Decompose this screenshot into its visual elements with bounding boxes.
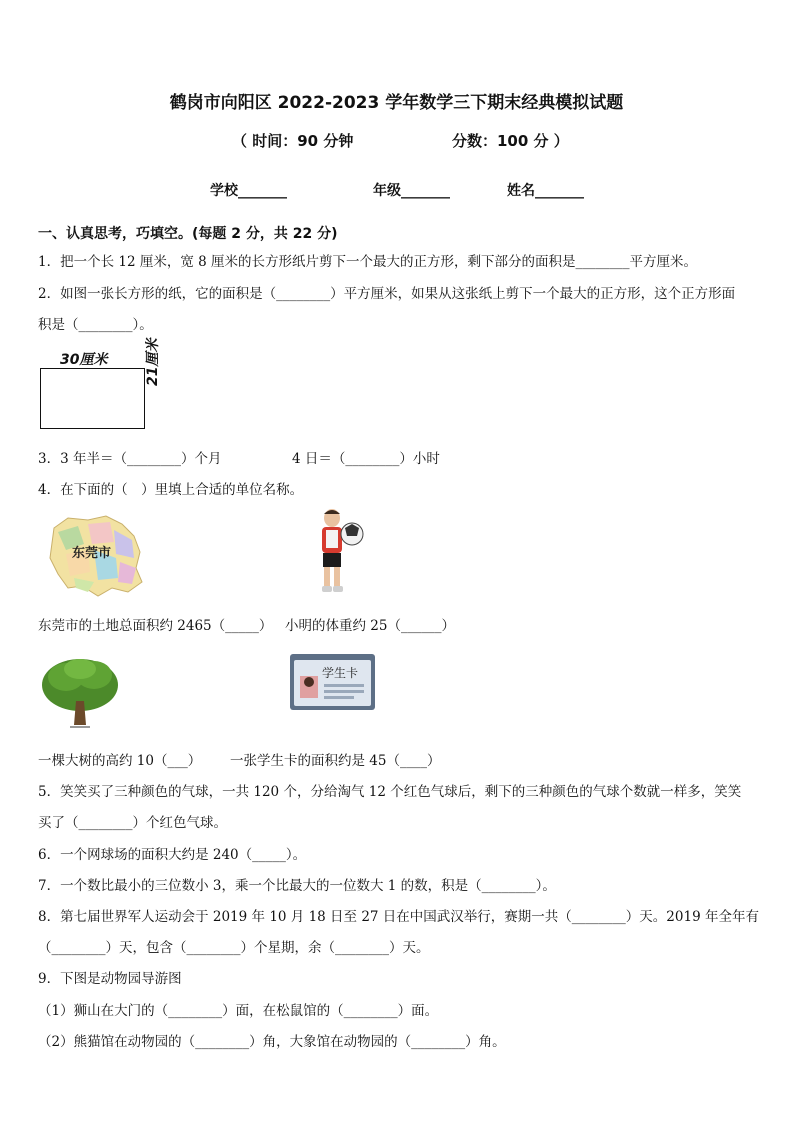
question-7: 7．一个数比最小的三位数小 3，乘一个比最大的一位数大 1 的数，积是（________）。 [38, 878, 556, 894]
caption-tree: 一棵大树的高约 10（___） [38, 753, 202, 769]
card-label: 学生卡 [322, 666, 359, 680]
question-3b: 4 日＝（________）小时 [292, 451, 440, 467]
question-2-line1: 2．如图一张长方形的纸，它的面积是（________）平方厘米，如果从这张纸上剪下一个最大的正方形，这个正方形面 [38, 286, 736, 302]
name-field: 姓名_______ [507, 183, 584, 199]
caption-map: 东莞市的土地总面积约 2465（_____） [38, 618, 273, 634]
caption-boy: 小明的体重约 25（______） [285, 618, 455, 634]
rectangle-height-label: 21厘米 [145, 338, 161, 386]
question-8-line2: （________）天，包含（________）个星期，余（________）天。 [38, 940, 430, 956]
page-title: 鹤岗市向阳区 2022-2023 学年数学三下期末经典模拟试题 [169, 93, 624, 113]
time-label: （ 时间：90 分钟 [232, 132, 354, 150]
question-4: 4．在下面的（ ）里填上合适的单位名称。 [38, 482, 304, 498]
caption-card: 一张学生卡的面积约是 45（____） [230, 753, 441, 769]
question-9: 9．下图是动物园导游图 [38, 971, 182, 987]
question-2-line2: 积是（________）。 [38, 317, 153, 333]
question-9-2: （2）熊猫馆在动物园的（________）角，大象馆在动物园的（________）角。 [38, 1034, 506, 1050]
boy-with-ball-image [312, 506, 368, 598]
question-8-line1: 8．第七届世界军人运动会于 2019 年 10 月 18 日至 27 日在中国武汉举行，赛期一共（________）天。2019 年全年有 [38, 909, 759, 925]
grade-field: 年级_______ [373, 183, 450, 199]
question-3a: 3．3 年半＝（________）个月 [38, 451, 222, 467]
question-1: 1．把一个长 12 厘米，宽 8 厘米的长方形纸片剪下一个最大的正方形，剩下部分的面积是________平方厘米。 [38, 254, 698, 270]
score-label: 分数：100 分 ） [452, 132, 569, 150]
dongguan-map-image [48, 514, 146, 598]
section-heading: 一、认真思考，巧填空。(每题 2 分，共 22 分) [38, 226, 338, 242]
map-label: 东莞市 [72, 546, 112, 561]
question-9-1: （1）狮山在大门的（________）面，在松鼠馆的（________）面。 [38, 1003, 439, 1019]
question-5-line1: 5．笑笑买了三种颜色的气球，一共 120 个，分给淘气 12 个红色气球后，剩下的三种颜色的气球个数就一样多，笑笑 [38, 784, 742, 800]
rectangle-width-label: 30厘米 [60, 352, 108, 368]
student-card-image [290, 654, 375, 710]
question-6: 6．一个网球场的面积大约是 240（_____）。 [38, 847, 307, 863]
tree-image [40, 655, 120, 729]
school-field: 学校_______ [210, 183, 287, 199]
question-5-line2: 买了（________）个红色气球。 [38, 815, 227, 831]
rectangle-figure [40, 368, 145, 429]
